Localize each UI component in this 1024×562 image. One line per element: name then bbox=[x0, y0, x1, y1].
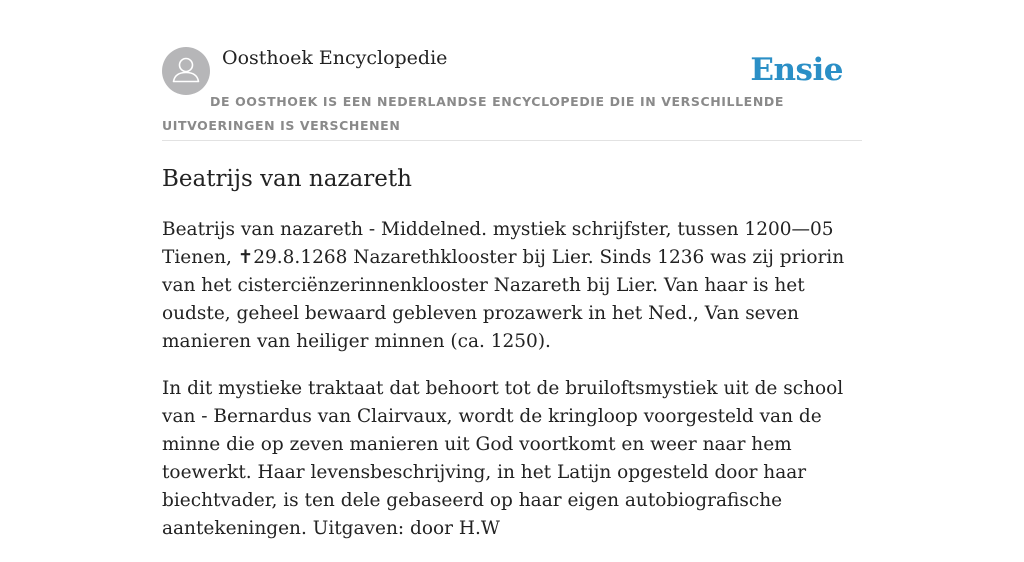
article-body bbox=[162, 216, 862, 562]
article-paragraph: In dit mystieke traktaat dat behoort tot de bruiloftsmystiek uit de school van - Bernardus van Clairvaux, wordt de kringloop voorgesteld van de minne die op zeven manieren uit God voortkomt en weer naar hem toewerkt. Haar levensbeschrijving, in het Latijn opgesteld door haar biechtvader, is ten dele gebaseerd op haar eigen autobiografische aantekeningen. Uitgaven: door H.W bbox=[162, 378, 844, 539]
avatar[interactable] bbox=[162, 47, 210, 95]
site-name[interactable]: Oosthoek Encyclopedie bbox=[222, 47, 448, 69]
brand-logo[interactable]: Ensie bbox=[750, 52, 843, 88]
article-paragraph: Beatrijs van nazareth - Middelned. mystiek schrijfster, tussen 1200—05 Tienen, ✝29.8.1268 Nazarethklooster bij Lier. Sinds 1236 was zij priorin van het cisterciënzerinnenklooster Nazareth bij Lier. Van haar is het oudste, geheel bewaard gebleven prozawerk in het Ned., Van seven manieren van heiliger minnen (ca. 1250). bbox=[162, 219, 845, 352]
user-icon bbox=[162, 47, 210, 95]
site-tagline: DE OOSTHOEK IS EEN NEDERLANDSE ENCYCLOPEDIE DIE IN VERSCHILLENDE UITVOERINGEN IS VERSCHENEN bbox=[162, 94, 784, 133]
article-title: Beatrijs van nazareth bbox=[162, 166, 412, 192]
site-header bbox=[162, 46, 862, 141]
